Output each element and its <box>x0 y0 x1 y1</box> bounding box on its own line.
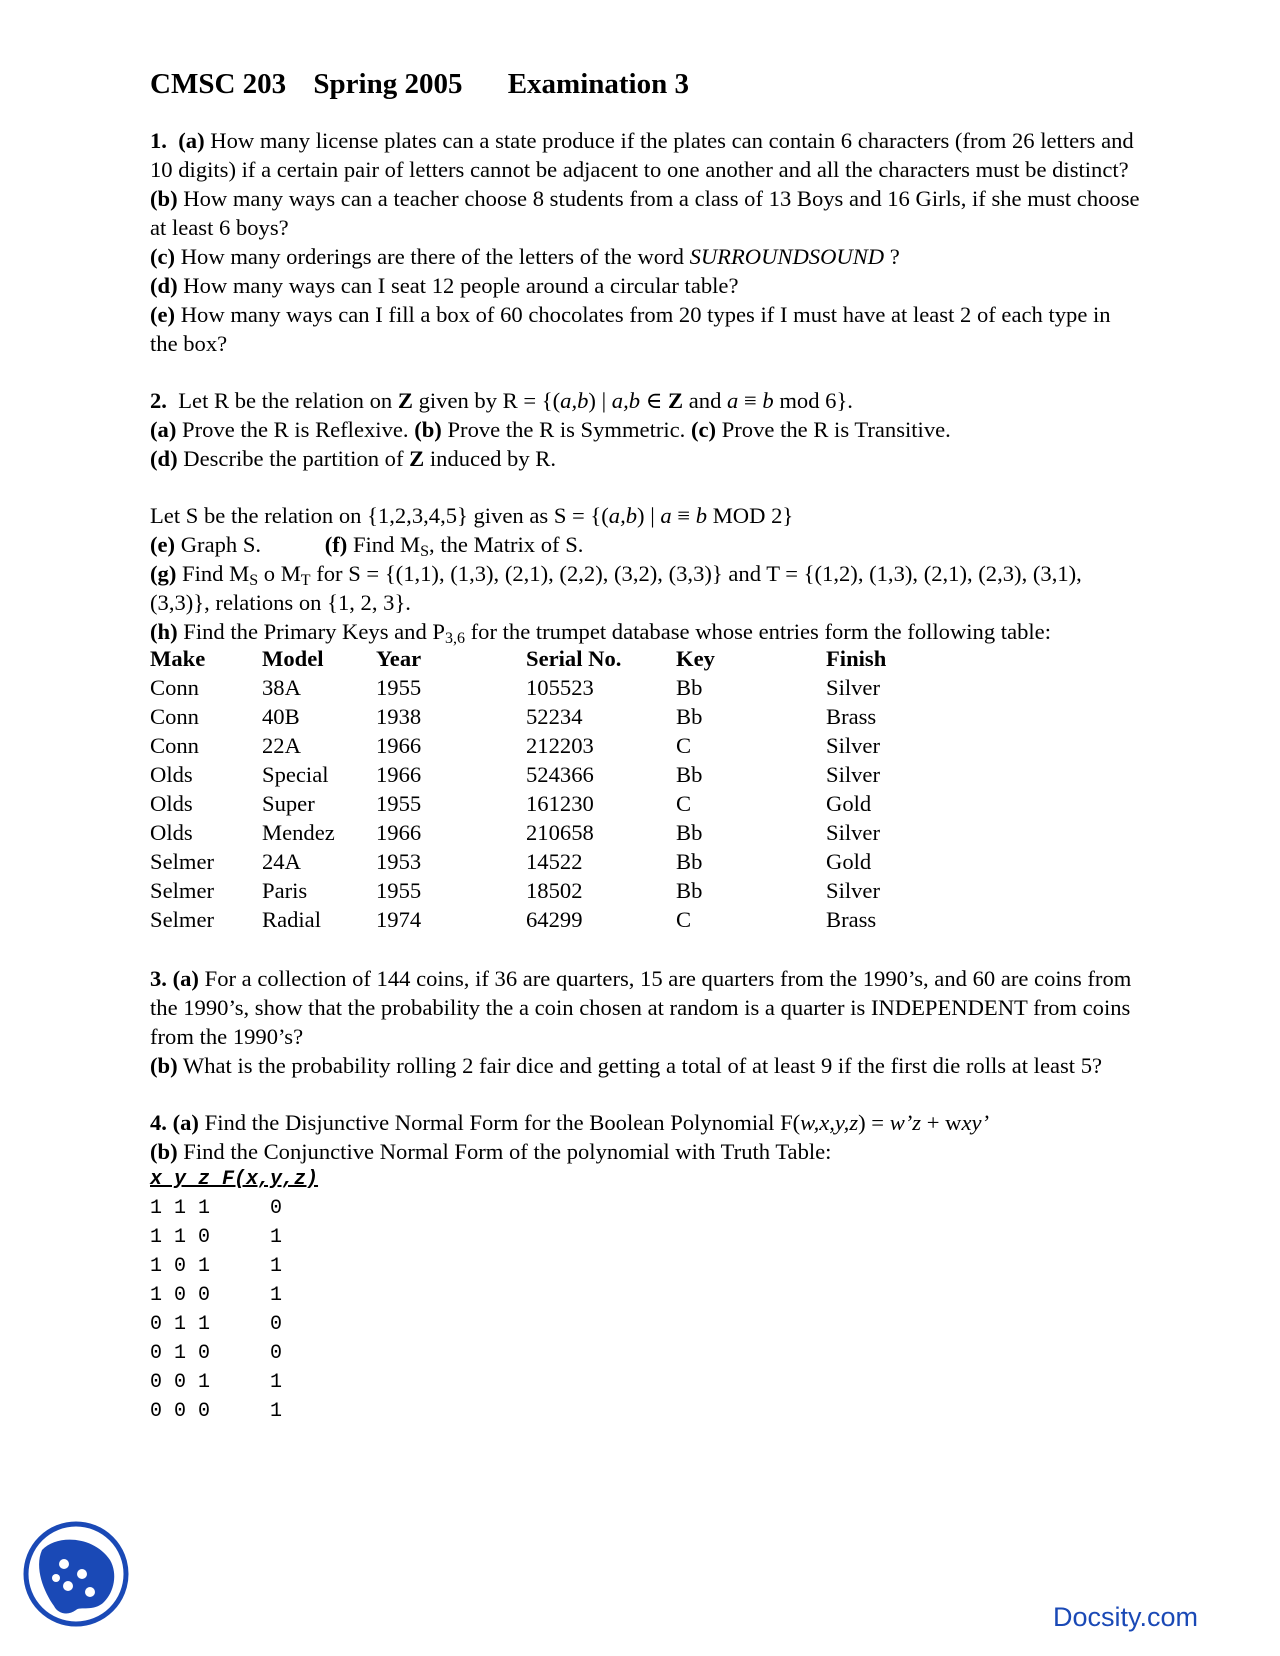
q3-a-label: (a) <box>172 966 199 991</box>
question-4 <box>150 1108 1140 1426</box>
table-cell: 38A <box>262 675 301 700</box>
table-cell: 210658 <box>526 820 594 845</box>
q2-var: a,b <box>608 503 638 528</box>
table-cell: Bb <box>676 878 703 903</box>
table-header-row <box>150 646 946 675</box>
q2-b-text: Prove the R is Symmetric. <box>447 417 686 442</box>
table-row <box>150 820 946 849</box>
table-cell: Special <box>262 762 329 787</box>
table-cell: 524366 <box>526 762 594 787</box>
q1-b-text: How many ways can a teacher choose 8 students from a class of 13 Boys and 16 Girls, if she must choose at least 6 boys? <box>150 186 1140 240</box>
q2-var: a <box>660 503 672 528</box>
q2-d <box>150 444 1140 473</box>
q3-a <box>150 964 1140 1051</box>
table-row <box>150 762 946 791</box>
q4-a-text: ) = <box>858 1110 890 1135</box>
q2-equiv: ≡ <box>671 503 696 528</box>
table-cell: Bb <box>676 762 703 787</box>
page-title <box>150 64 1140 104</box>
q4-vars: w,x,y,z <box>800 1110 859 1135</box>
table-cell: 1938 <box>376 704 422 729</box>
q2-c-text: Prove the R is Transitive. <box>721 417 951 442</box>
q2-g <box>150 559 1140 617</box>
q2-g-label: (g) <box>150 561 177 586</box>
q4-b <box>150 1137 1140 1166</box>
table-cell: Silver <box>826 675 880 700</box>
q4-number: 4. <box>150 1110 167 1135</box>
table-cell: Silver <box>826 733 880 758</box>
table-cell: Conn <box>150 733 199 758</box>
q2-d-text: Describe the partition of <box>183 446 410 471</box>
q2-g-text: Find M <box>182 561 250 586</box>
q2-intro-text: and <box>683 388 728 413</box>
q2-h-text: Find the Primary Keys and P <box>183 619 445 644</box>
table-cell: Mendez <box>262 820 335 845</box>
table-row <box>150 878 946 907</box>
table-row <box>150 849 946 878</box>
table-cell: Selmer <box>150 878 214 903</box>
q2-f-label: (f) <box>324 532 348 557</box>
table-cell: 1966 <box>376 762 422 787</box>
q1-e <box>150 300 1140 358</box>
trumpet-table <box>150 646 946 936</box>
question-1 <box>150 126 1140 358</box>
table-cell: 1953 <box>376 849 422 874</box>
table-cell: Olds <box>150 791 193 816</box>
q3-b-text: What is the probability rolling 2 fair dice and getting a total of at least 9 if the first die rolls at least 5? <box>182 1053 1103 1078</box>
table-cell: Gold <box>826 849 872 874</box>
docsity-logo-icon <box>22 1520 130 1628</box>
table-cell: Olds <box>150 820 193 845</box>
table-cell: Paris <box>262 878 308 903</box>
q4-a <box>150 1108 1140 1137</box>
q2-intro <box>150 386 1140 415</box>
q1-a-text: How many license plates can a state produce if the plates can contain 6 characters (from 26 letters and 10 digits) if a certain pair of letters cannot be adjacent to one another and all the characters must be distinct? <box>150 128 1134 182</box>
q2-d-text: induced by R. <box>424 446 557 471</box>
q2-number: 2. <box>150 388 167 413</box>
table-cell: Conn <box>150 704 199 729</box>
q2-var: b <box>695 503 708 528</box>
course-code: CMSC 203 <box>150 68 287 100</box>
table-cell: Silver <box>826 878 880 903</box>
q1-d-label: (d) <box>150 273 178 298</box>
question-2 <box>150 386 1140 936</box>
truth-table-row: 0 0 0 1 <box>150 1400 283 1423</box>
q3-a-text: For a collection of 144 coins, if 36 are quarters, 15 are quarters from the 1990’s, and 60 are coins from the 1990’s, show that the probability the a coin chosen at random is a quarter is INDEPENDENT from coins from the 1990’s? <box>150 966 1132 1049</box>
table-cell: Brass <box>826 704 877 729</box>
table-cell: Brass <box>826 907 877 932</box>
table-row <box>150 907 946 936</box>
q1-c-label: (c) <box>150 244 176 269</box>
q1-number: 1. <box>150 128 167 153</box>
q1-d <box>150 271 1140 300</box>
q4-a-text: + w <box>921 1110 962 1135</box>
table-cell: 105523 <box>526 675 594 700</box>
table-cell: Silver <box>826 820 880 845</box>
q2-a-label: (a) <box>150 417 177 442</box>
q2-intro-text: ∈ <box>640 388 669 413</box>
exam-name: Examination 3 <box>507 68 689 100</box>
q2-g-text: o M <box>258 561 301 586</box>
question-3 <box>150 964 1140 1080</box>
q1-c-text: How many orderings are there of the letters of the word <box>180 244 684 269</box>
table-header-cell: Year <box>376 646 422 671</box>
table-cell: Conn <box>150 675 199 700</box>
table-cell: Selmer <box>150 849 214 874</box>
q4-expr: xy’ <box>961 1110 990 1135</box>
table-cell: Bb <box>676 704 703 729</box>
q4-b-label: (b) <box>150 1139 178 1164</box>
table-cell: C <box>676 733 692 758</box>
table-header-cell: Serial No. <box>526 646 622 671</box>
q1-e-text: How many ways can I fill a box of 60 chocolates from 20 types if I must have at least 2 of each type in the box? <box>150 302 1111 356</box>
table-cell: 1966 <box>376 820 422 845</box>
q2-intro-text: given by R = {( <box>412 388 561 413</box>
table-header-cell: Make <box>150 646 206 671</box>
exam-page <box>150 64 1140 1426</box>
integers-symbol: Z <box>409 446 425 471</box>
q2-s-intro <box>150 501 1140 530</box>
table-cell: Bb <box>676 675 703 700</box>
q2-s-text: ) | <box>637 503 661 528</box>
q2-g-text: for S = {(1,1), (1,3), (2,1), (2,2), (3,2), (3,3)} and T = {(1,2), (1,3), (2,1), (2,3), (3,1), (3,3)}, relations on {1, 2, 3}. <box>150 561 1082 615</box>
q1-b-label: (b) <box>150 186 178 211</box>
q2-var: a,b <box>611 388 641 413</box>
table-row <box>150 791 946 820</box>
table-cell: Silver <box>826 762 880 787</box>
q3-b <box>150 1051 1140 1080</box>
table-header-cell: Key <box>676 646 715 671</box>
table-row <box>150 704 946 733</box>
q2-d-label: (d) <box>150 446 178 471</box>
q2-f-sub: S <box>420 543 430 560</box>
truth-table-row: 0 1 0 0 <box>150 1342 283 1365</box>
q2-f-text: , the Matrix of S. <box>429 532 584 557</box>
q4-a-label: (a) <box>172 1110 199 1135</box>
truth-table-row: 1 1 1 0 <box>150 1197 283 1220</box>
q2-e-label: (e) <box>150 532 176 557</box>
table-row <box>150 733 946 762</box>
q2-var: b <box>762 388 774 413</box>
integers-symbol: Z <box>668 388 684 413</box>
q2-ef <box>150 530 1140 559</box>
table-cell: 52234 <box>526 704 583 729</box>
q2-var: a <box>727 388 739 413</box>
q2-e-text: Graph S. <box>180 532 262 557</box>
trumpet-table-body <box>150 675 946 936</box>
table-cell: 1955 <box>376 878 422 903</box>
q1-a <box>150 126 1140 184</box>
q4-b-text: Find the Conjunctive Normal Form of the polynomial with Truth Table: <box>183 1139 832 1164</box>
truth-table-row: 1 0 1 1 <box>150 1255 283 1278</box>
table-cell: Radial <box>262 907 321 932</box>
q2-f-text: Find M <box>352 532 421 557</box>
table-cell: 1955 <box>376 675 422 700</box>
table-cell: 40B <box>262 704 300 729</box>
table-cell: C <box>676 791 692 816</box>
table-cell: 64299 <box>526 907 583 932</box>
q2-h-label: (h) <box>150 619 178 644</box>
docsity-brand[interactable]: Docsity.com <box>1052 1602 1198 1632</box>
q2-s-text: Let S be the relation on {1,2,3,4,5} given as S = {( <box>150 503 609 528</box>
table-cell: Selmer <box>150 907 214 932</box>
truth-table <box>150 1166 1140 1426</box>
truth-table-row: 1 1 0 1 <box>150 1226 283 1249</box>
q1-c-end: ? <box>884 244 900 269</box>
q1-a-label: (a) <box>178 128 205 153</box>
table-cell: 1974 <box>376 907 422 932</box>
truth-table-header: x y z F(x,y,z) <box>150 1168 319 1191</box>
q2-g-sub: S <box>249 572 259 589</box>
truth-table-row: 1 0 0 1 <box>150 1284 283 1307</box>
table-header-cell: Model <box>262 646 324 671</box>
q3-number: 3. <box>150 966 167 991</box>
table-cell: 1955 <box>376 791 422 816</box>
table-cell: Gold <box>826 791 872 816</box>
q2-b-label: (b) <box>414 417 442 442</box>
q2-h-text: for the trumpet database whose entries form the following table: <box>464 619 1051 644</box>
truth-table-row: 0 1 1 0 <box>150 1313 283 1336</box>
integers-symbol: Z <box>397 388 413 413</box>
table-cell: Olds <box>150 762 193 787</box>
truth-table-row: 0 0 1 1 <box>150 1371 283 1394</box>
q3-b-label: (b) <box>150 1053 178 1078</box>
table-cell: 1966 <box>376 733 422 758</box>
table-cell: 24A <box>262 849 301 874</box>
exam-term: Spring 2005 <box>313 68 463 100</box>
q2-s-text: MOD 2} <box>707 503 794 528</box>
table-cell: 212203 <box>526 733 594 758</box>
q1-e-label: (e) <box>150 302 176 327</box>
q2-intro-text: ) | <box>588 388 612 413</box>
q2-g-sub: T <box>300 572 311 589</box>
table-row <box>150 675 946 704</box>
q2-a-text: Prove the R is Reflexive. <box>182 417 409 442</box>
table-cell: 22A <box>262 733 301 758</box>
q2-var: a,b <box>560 388 589 413</box>
q4-expr: w’z <box>889 1110 922 1135</box>
q1-b <box>150 184 1140 242</box>
table-cell: 18502 <box>526 878 583 903</box>
table-cell: Bb <box>676 849 703 874</box>
q2-h-sub: 3,6 <box>444 630 465 647</box>
table-header-cell: Finish <box>826 646 887 671</box>
table-cell: Bb <box>676 820 703 845</box>
q2-intro-text: Let R be the relation on <box>178 388 398 413</box>
q2-c-label: (c) <box>690 417 717 442</box>
truth-table-body <box>150 1194 1140 1426</box>
q1-c <box>150 242 1140 271</box>
table-cell: 14522 <box>526 849 583 874</box>
q2-intro-text: mod 6}. <box>773 388 853 413</box>
q1-c-word: SURROUNDSOUND <box>689 244 885 269</box>
table-cell: 161230 <box>526 791 594 816</box>
q1-d-text: How many ways can I seat 12 people around a circular table? <box>183 273 739 298</box>
q2-equiv: ≡ <box>738 388 763 413</box>
q2-abc <box>150 415 1140 444</box>
table-cell: C <box>676 907 692 932</box>
q2-h <box>150 617 1140 646</box>
table-cell: Super <box>262 791 315 816</box>
q4-a-text: Find the Disjunctive Normal Form for the Boolean Polynomial F( <box>204 1110 801 1135</box>
